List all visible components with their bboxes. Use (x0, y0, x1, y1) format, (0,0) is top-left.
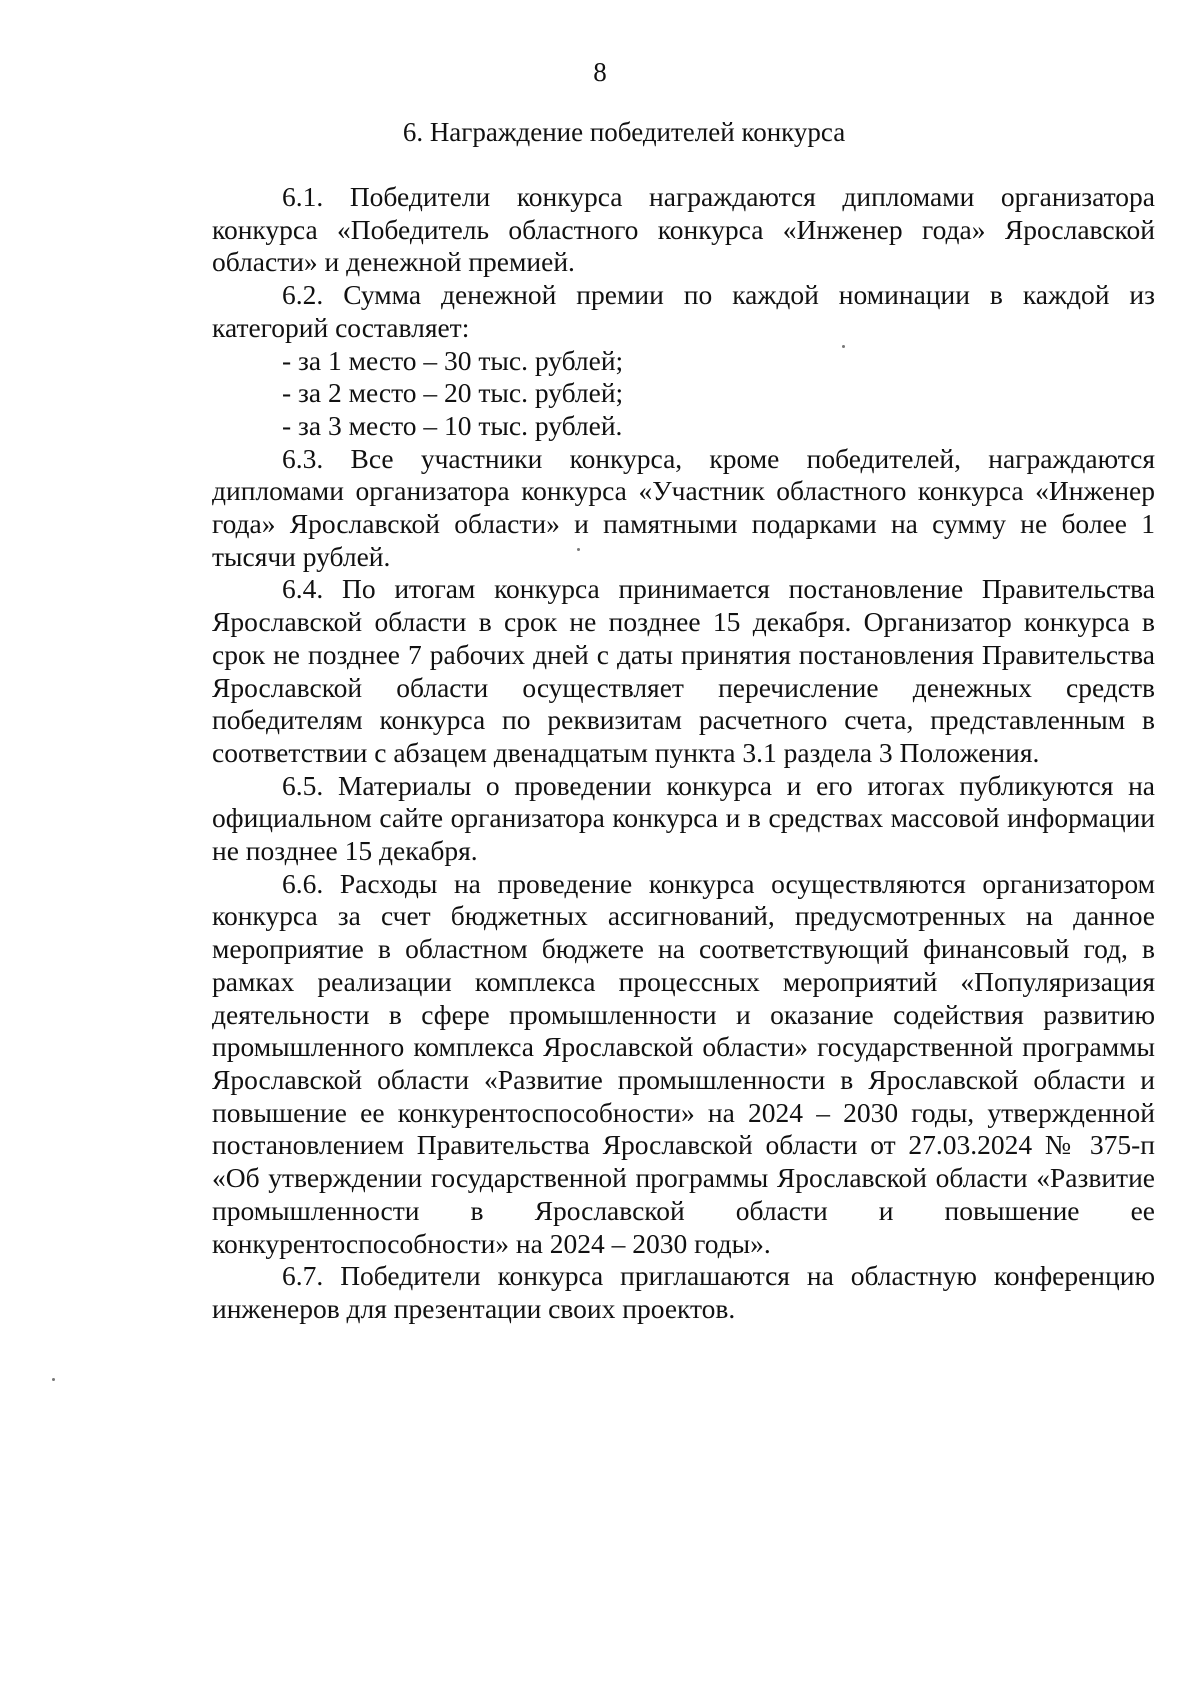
prize-item-1: - за 1 место – 30 тыс. рублей; (282, 344, 624, 376)
paragraph-6-5: 6.5. Материалы о проведении конкурса и его итогах публикуются на официальном сайте организатора конкурса и в средствах массовой информации не позднее 15 декабря. (212, 769, 1155, 867)
paragraph-6-7: 6.7. Победители конкурса приглашаются на областную конференцию инженеров для презентации своих проектов. (212, 1260, 1155, 1324)
document-body (212, 181, 1155, 1326)
scan-speck (52, 1378, 55, 1381)
paragraph-6-4: 6.4. По итогам конкурса принимается постановление Правительства Ярославской области в срок не позднее 15 декабря. Организатор конкурса в срок не позднее 7 рабочих дней с даты принятия постановления Правительства Ярославской области осуществляет перечисление денежных средств победителям конкурса по реквизитам расчетного счета, представленным в соответствии с абзацем двенадцатым пункта 3.1 раздела 3 Положения. (212, 573, 1155, 768)
prize-item-3: - за 3 место – 10 тыс. рублей. (282, 409, 623, 441)
scan-speck (842, 345, 845, 348)
paragraph-6-3: 6.3. Все участники конкурса, кроме победителей, награждаются дипломами организатора конкурса «Участник областного конкурса «Инженер года» Ярославской области» и памятными подарками на сумму не более 1 тысячи рублей. (212, 442, 1155, 572)
page-number: 8 (593, 57, 607, 87)
prize-item-2: - за 2 место – 20 тыс. рублей; (282, 377, 624, 409)
paragraph-6-6: 6.6. Расходы на проведение конкурса осуществляются организатором конкурса за счет бюджетных ассигнований, предусмотренных на данное мероприятие в областном бюджете на соответствующий финансовый год, в рамках реализации комплекса процессных мероприятий «Популяризация деятельности в сфере промышленности и оказание содействия развитию промышленного комплекса Ярославской области» государственной программы Ярославской области «Развитие промышленности в Ярославской области и повышение ее конкурентоспособности» на 2024 – 2030 годы, утвержденной постановлением Правительства Ярославской области от 27.03.2024 № 375-п «Об утверждении государственной программы Ярославской области «Развитие промышленности в Ярославской области и повышение ее конкурентоспособности» на 2024 – 2030 годы». (212, 867, 1155, 1259)
scan-speck (577, 548, 580, 551)
paragraph-6-1: 6.1. Победители конкурса награждаются дипломами организатора конкурса «Победитель областного конкурса «Инженер года» Ярославской области» и денежной премией. (212, 181, 1155, 278)
paragraph-6-2: 6.2. Сумма денежной премии по каждой номинации в каждой из категорий составляет: (212, 279, 1155, 343)
section-title: 6. Награждение победителей конкурса (402, 117, 846, 147)
